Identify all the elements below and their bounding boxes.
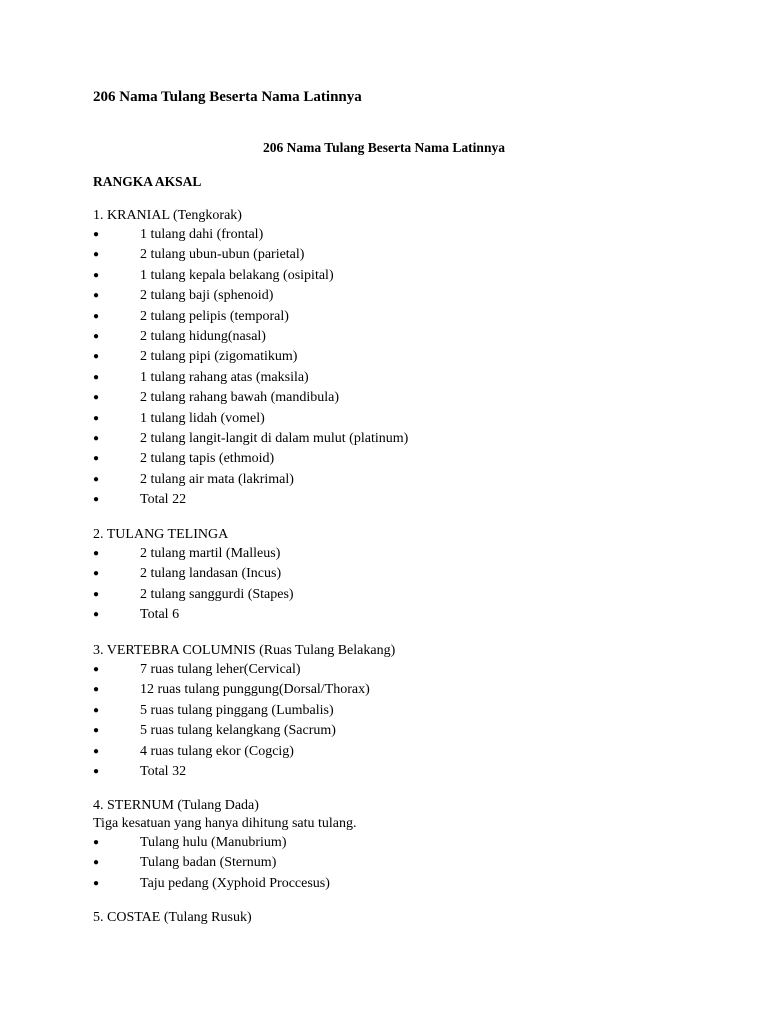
bullet-icon: ● [93, 351, 100, 363]
section-heading: RANGKA AKSAL [93, 174, 202, 189]
list-item-text: 5 ruas tulang kelangkang (Sacrum) [140, 723, 336, 739]
list-item [93, 874, 713, 894]
list-item [93, 853, 713, 873]
list-item-text: Tulang badan (Sternum) [140, 855, 277, 871]
bullet-icon: ● [93, 330, 100, 342]
list-item [93, 307, 713, 327]
list-item-text: 2 tulang tapis (ethmoid) [140, 451, 275, 467]
list-item-text: 2 tulang pelipis (temporal) [140, 308, 289, 324]
list-item [93, 762, 713, 782]
bullet-icon: ● [93, 269, 100, 281]
list-item-text: Total 6 [140, 607, 180, 623]
list-item-text: 7 ruas tulang leher(Cervical) [140, 662, 301, 677]
bullet-icon: ● [93, 684, 100, 696]
list-item-text: Tulang hulu (Manubrium) [140, 835, 287, 850]
list-item [93, 605, 713, 625]
list-item [93, 286, 713, 306]
list-item [93, 564, 713, 584]
list-item-text: 1 tulang dahi (frontal) [140, 227, 264, 242]
bullet-icon: ● [93, 290, 100, 302]
bone-list [93, 833, 713, 894]
bullet-icon: ● [93, 548, 100, 559]
list-item-text: 2 tulang rahang bawah (mandibula) [140, 390, 340, 406]
bullet-icon: ● [93, 392, 100, 404]
bullet-icon: ● [93, 704, 100, 716]
bullet-icon: ● [93, 664, 100, 675]
list-item-text: Total 32 [140, 763, 187, 779]
group-heading: 1. KRANIAL (Tengkorak) [93, 208, 242, 223]
list-item-text: 4 ruas tulang ekor (Cogcig) [140, 743, 294, 759]
bone-group [93, 207, 713, 510]
group-note: Tiga kesatuan yang hanya dihitung satu tulang. [93, 816, 357, 831]
list-item [93, 742, 713, 762]
list-item [93, 680, 713, 700]
list-item [93, 833, 713, 853]
list-item-text: 2 tulang hidung(nasal) [140, 328, 266, 344]
bone-list [93, 660, 713, 782]
list-item-text: 2 tulang sanggurdi (Stapes) [140, 586, 294, 602]
bullet-icon: ● [93, 765, 100, 777]
bullet-icon: ● [93, 310, 100, 322]
list-item [93, 266, 713, 286]
bone-list [93, 544, 713, 626]
bullet-icon: ● [93, 857, 100, 869]
list-item-text: 1 tulang rahang atas (maksila) [140, 369, 309, 385]
group-heading: 5. COSTAE (Tulang Rusuk) [93, 910, 252, 925]
list-item-text: 2 tulang ubun-ubun (parietal) [140, 247, 305, 263]
list-item [93, 327, 713, 347]
bullet-icon: ● [93, 453, 100, 465]
bullet-icon: ● [93, 725, 100, 737]
bullet-icon: ● [93, 609, 100, 621]
list-item [93, 490, 713, 510]
bullet-icon: ● [93, 837, 100, 848]
bullet-icon: ● [93, 412, 100, 424]
list-item-text: 2 tulang martil (Malleus) [140, 546, 281, 561]
list-item [93, 347, 713, 367]
bullet-icon: ● [93, 432, 100, 444]
centered-heading: 206 Nama Tulang Beserta Nama Latinnya [263, 140, 505, 155]
list-item [93, 368, 713, 388]
list-item-text: 2 tulang langit-langit di dalam mulut (platinum) [140, 430, 409, 446]
group-heading: 2. TULANG TELINGA [93, 527, 229, 542]
bone-list [93, 225, 713, 510]
list-item-text: Total 22 [140, 492, 187, 508]
bullet-icon: ● [93, 745, 100, 757]
list-item-text: 2 tulang pipi (zigomatikum) [140, 349, 298, 365]
list-item-text: 12 ruas tulang punggung(Dorsal/Thorax) [140, 682, 370, 698]
list-item [93, 585, 713, 605]
group-heading: 4. STERNUM (Tulang Dada) [93, 798, 259, 813]
list-item [93, 470, 713, 490]
bone-group [93, 642, 713, 782]
list-item-text: 2 tulang landasan (Incus) [140, 566, 282, 582]
list-item-text: 1 tulang lidah (vomel) [140, 410, 265, 426]
list-item [93, 721, 713, 741]
list-item-text: 2 tulang baji (sphenoid) [140, 288, 274, 304]
bullet-icon: ● [93, 249, 100, 261]
bullet-icon: ● [93, 473, 100, 485]
bullet-icon: ● [93, 494, 100, 506]
group-heading: 3. VERTEBRA COLUMNIS (Ruas Tulang Belakang) [93, 643, 396, 658]
bone-group [93, 797, 713, 894]
bullet-icon: ● [93, 877, 100, 889]
list-item-text: Taju pedang (Xyphoid Proccesus) [140, 875, 330, 891]
list-item [93, 409, 713, 429]
list-item [93, 544, 713, 564]
bullet-icon: ● [93, 588, 100, 600]
list-item [93, 701, 713, 721]
bullet-icon: ● [93, 568, 100, 580]
bone-group [93, 909, 713, 927]
list-item-text: 5 ruas tulang pinggang (Lumbalis) [140, 702, 334, 718]
document-title: 206 Nama Tulang Beserta Nama Latinnya [93, 89, 362, 105]
list-item [93, 429, 713, 449]
bullet-icon: ● [93, 229, 100, 240]
list-item [93, 225, 713, 245]
list-item-text: 2 tulang air mata (lakrimal) [140, 471, 294, 487]
list-item [93, 449, 713, 469]
list-item [93, 245, 713, 265]
bullet-icon: ● [93, 371, 100, 383]
bone-group [93, 526, 713, 626]
list-item [93, 388, 713, 408]
list-item-text: 1 tulang kepala belakang (osipital) [140, 267, 334, 283]
list-item [93, 660, 713, 680]
